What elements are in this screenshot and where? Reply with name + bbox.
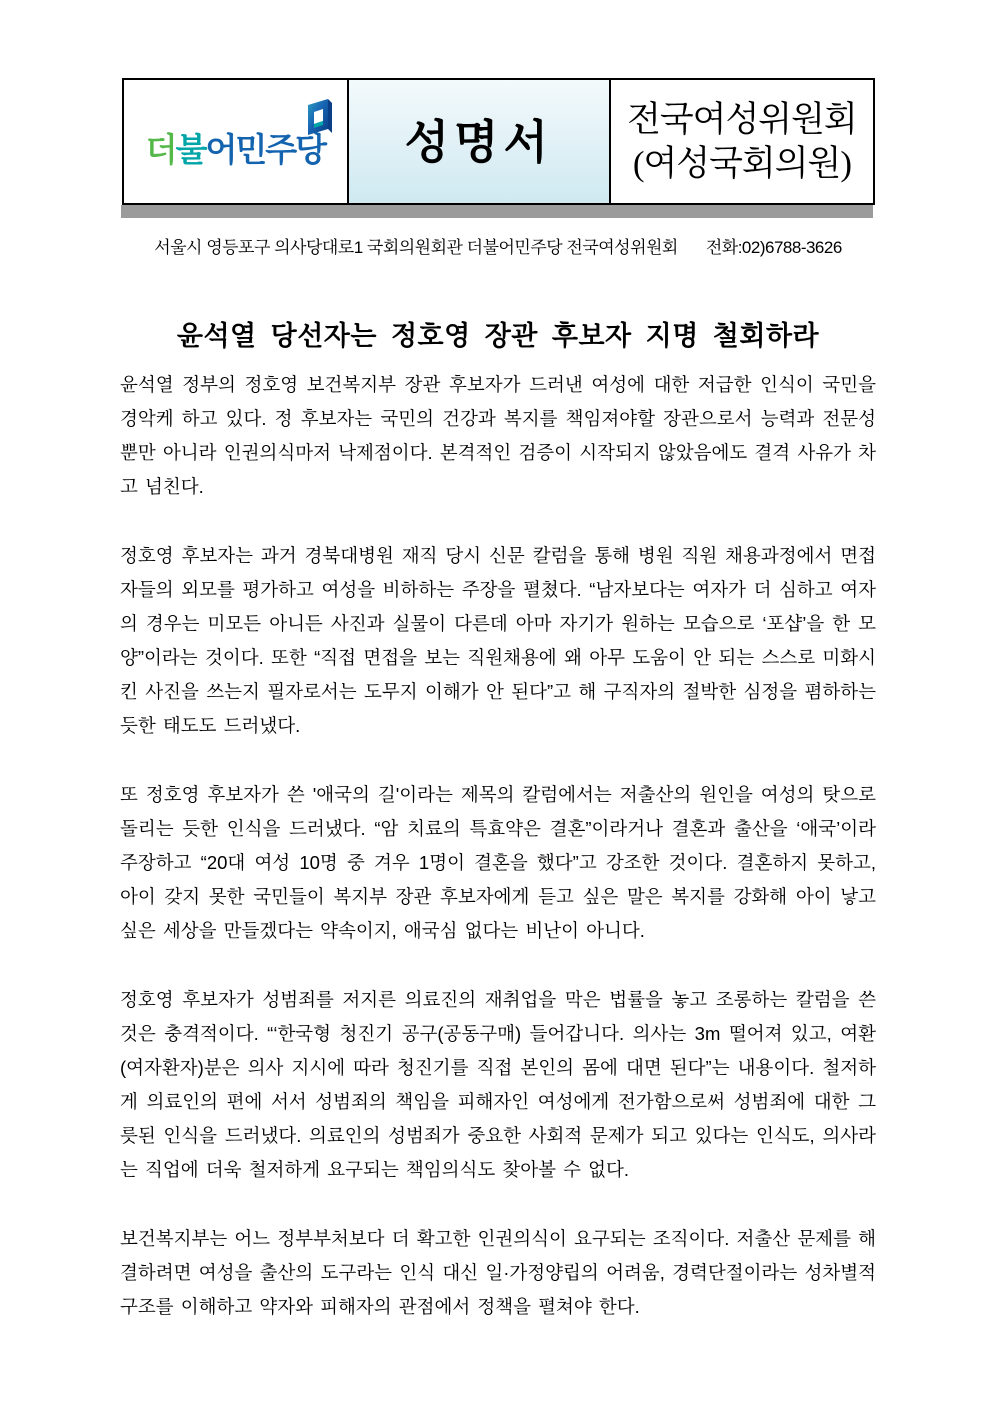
party-logo-cell	[124, 80, 349, 203]
committee-name-line2: (여성국회의원)	[632, 143, 851, 183]
committee-cell	[611, 80, 873, 203]
statement-paragraph: 또 정호영 후보자가 쓴 '애국의 길'이라는 제목의 칼럼에서는 저출산의 원인을 여성의 탓으로 돌리는 듯한 인식을 드러냈다. “암 치료의 특효약은 결혼”이라거나 결혼과 출산을 ‘애국’이라 주장하고 “20대 여성 10명 중 겨우 1명이 결혼을 했다”고 강조한 것이다. 결혼하지 못하고, 아이 갖지 못한 국민들이 복지부 장관 후보자에게 듣고 싶은 말은 복지를 강화해 아이 낳고 싶은 세상을 만들겠다는 약속이지, 애국심 없다는 비난이 아니다.	[120, 784, 876, 941]
party-logo-text: 더불어민주당	[145, 131, 326, 168]
statement-title: 윤석열 당선자는 정호영 장관 후보자 지명 철회하라	[176, 321, 820, 352]
doc-type-cell	[349, 80, 611, 203]
statement-paragraph: 윤석열 정부의 정호영 보건복지부 장관 후보자가 드러낸 여성에 대한 저급한 인식이 국민을 경악케 하고 있다. 정 후보자는 국민의 건강과 복지를 책임져야할 장관으로서 능력과 전문성뿐만 아니라 인권의식마저 낙제점이다. 본격적인 검증이 시작되지 않았음에도 결격 사유가 차고 넘친다.	[120, 374, 876, 497]
party-logo	[146, 133, 325, 166]
statement-paragraph: 보건복지부는 어느 정부부처보다 더 확고한 인권의식이 요구되는 조직이다. 저출산 문제를 해결하려면 여성을 출산의 도구라는 인식 대신 일·가정양립의 어려움, 경력단절이라는 성차별적 구조를 이해하고 약자와 피해자의 관점에서 정책을 펼쳐야 한다.	[120, 1228, 876, 1317]
statement-paragraph: 정호영 후보자가 성범죄를 저지른 의료진의 재취업을 막은 법률을 놓고 조롱하는 칼럼을 쓴 것은 충격적이다. “‘한국형 청진기 공구(공동구매) 들어갑니다. 의사는 3m 떨어져 있고, 여환(여자환자)분은 의사 지시에 따라 청진기를 직접 본인의 몸에 대면 된다”는 내용이다. 철저하게 의료인의 편에 서서 성범죄의 책임을 피해자인 여성에게 전가함으로써 성범죄에 대한 그릇된 인식을 드러냈다. 의료인의 성범죄가 중요한 사회적 문제가 되고 있다는 인식도, 의사라는 직업에 더욱 철저하게 요구되는 책임의식도 찾아볼 수 없다.	[120, 989, 876, 1180]
party-flag-icon	[306, 99, 333, 139]
header-divider-bar	[121, 205, 873, 218]
office-phone: 전화:02)6788-3626	[705, 238, 842, 257]
office-address: 서울시 영등포구 의사당대로1 국회의원회관 더불어민주당 전국여성위원회	[154, 238, 678, 257]
header-table	[122, 78, 875, 205]
address-row	[120, 233, 876, 258]
statement-body	[120, 368, 876, 1324]
committee-name-line1: 전국여성위원회	[627, 99, 857, 139]
doc-type-label: 성명서	[404, 115, 553, 168]
statement-paragraph: 정호영 후보자는 과거 경북대병원 재직 당시 신문 칼럼을 통해 병원 직원 채용과정에서 면접자들의 외모를 평가하고 여성을 비하하는 주장을 펼쳤다. “남자보다는 여자가 더 심하고 여자의 경우는 미모든 아니든 사진과 실물이 다른데 아마 자기가 원하는 모습으로 ‘포샵’을 한 모양”이라는 것이다. 또한 “직접 면접을 보는 직원채용에 왜 아무 도움이 안 되는 스스로 미화시킨 사진을 쓰는지 필자로서는 도무지 이해가 안 된다”고 해 구직자의 절박한 심정을 폄하하는 듯한 태도도 드러냈다.	[120, 545, 876, 736]
